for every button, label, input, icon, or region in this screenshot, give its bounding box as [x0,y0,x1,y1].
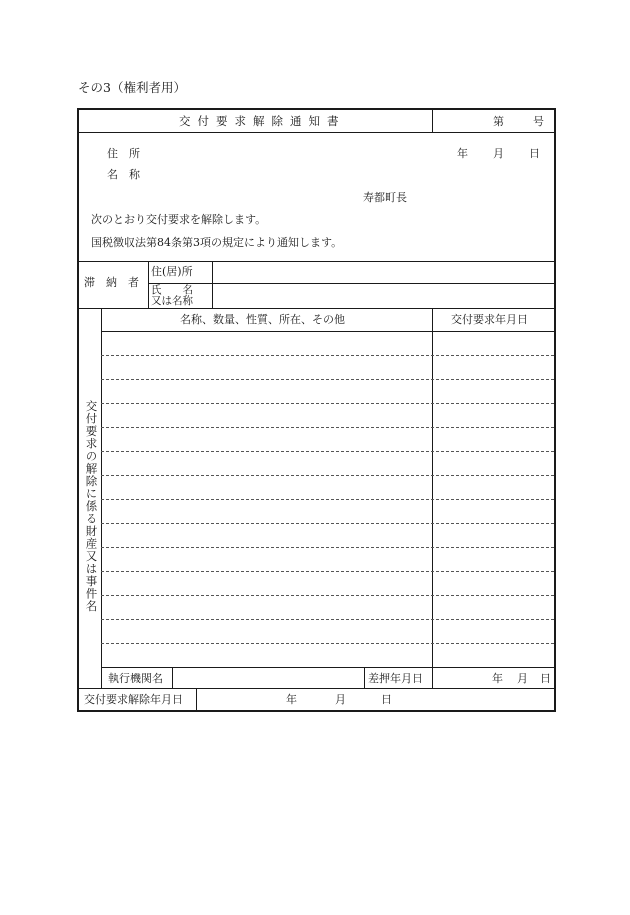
date-column-divider [432,308,433,688]
date-day: 日 [529,147,540,160]
form-title: 交付要求解除通知書 [179,114,346,128]
entry-row-line [101,547,554,548]
number-suffix: 号 [533,115,544,128]
release-month: 月 [335,693,346,706]
date-year: 年 [457,147,468,160]
title-rule [79,132,554,133]
seizure-month: 月 [517,672,528,685]
name-label: 名 称 [107,168,140,181]
name-line-2: 又は名称 [151,295,193,307]
label-field-divider [212,261,213,308]
date-month: 月 [493,147,504,160]
side-column-divider [101,308,102,688]
entry-row-line [101,379,554,380]
seizure-day: 日 [540,672,551,685]
table-bottom-rule [101,667,554,668]
entry-row-line [101,475,554,476]
entry-row-line [101,355,554,356]
seizure-divider [364,667,365,688]
seizure-date-label: 差押年月日 [368,672,423,685]
number-prefix: 第 [493,115,504,128]
property-column-header: 名称、数量、性質、所在、その他 [180,313,345,326]
name-line-1: 氏 名 [151,284,193,296]
executor-divider [172,667,173,688]
form-caption: その3（権利者用） [78,80,186,95]
entry-row-line [101,571,554,572]
residence-label: 住(居)所 [151,265,193,278]
title-divider [432,110,433,132]
release-date-label: 交付要求解除年月日 [84,693,183,706]
law-reference-text: 国税徴収法第84条第3項の規定により通知します。 [91,236,343,249]
notice-text: 次のとおり交付要求を解除します。 [91,213,267,226]
seizure-year: 年 [492,672,503,685]
executor-label: 執行機関名 [108,672,163,685]
date-column-header: 交付要求年月日 [451,313,528,326]
entry-row-line [101,403,554,404]
sender-name: 寿都町長 [363,191,407,204]
release-divider [196,688,197,710]
release-year: 年 [286,693,297,706]
residence-rule [148,283,554,284]
address-label: 住 所 [107,147,140,160]
entry-row-line [101,619,554,620]
property-side-label: 交付要求の解除に係る財産又は事件名 [84,400,99,613]
entry-row-line [101,427,554,428]
entry-row-line [101,523,554,524]
entry-row-line [101,499,554,500]
notice-rule [79,261,554,262]
release-notice-form [77,108,556,712]
delinquent-rule [79,308,554,309]
release-day: 日 [381,693,392,706]
header-rule [101,331,554,332]
delinquent-label: 滞 納 者 [84,276,139,289]
entry-row-line [101,595,554,596]
delinquent-divider [148,261,149,308]
entry-row-line [101,451,554,452]
entry-row-line [101,643,554,644]
executor-rule [79,688,554,689]
